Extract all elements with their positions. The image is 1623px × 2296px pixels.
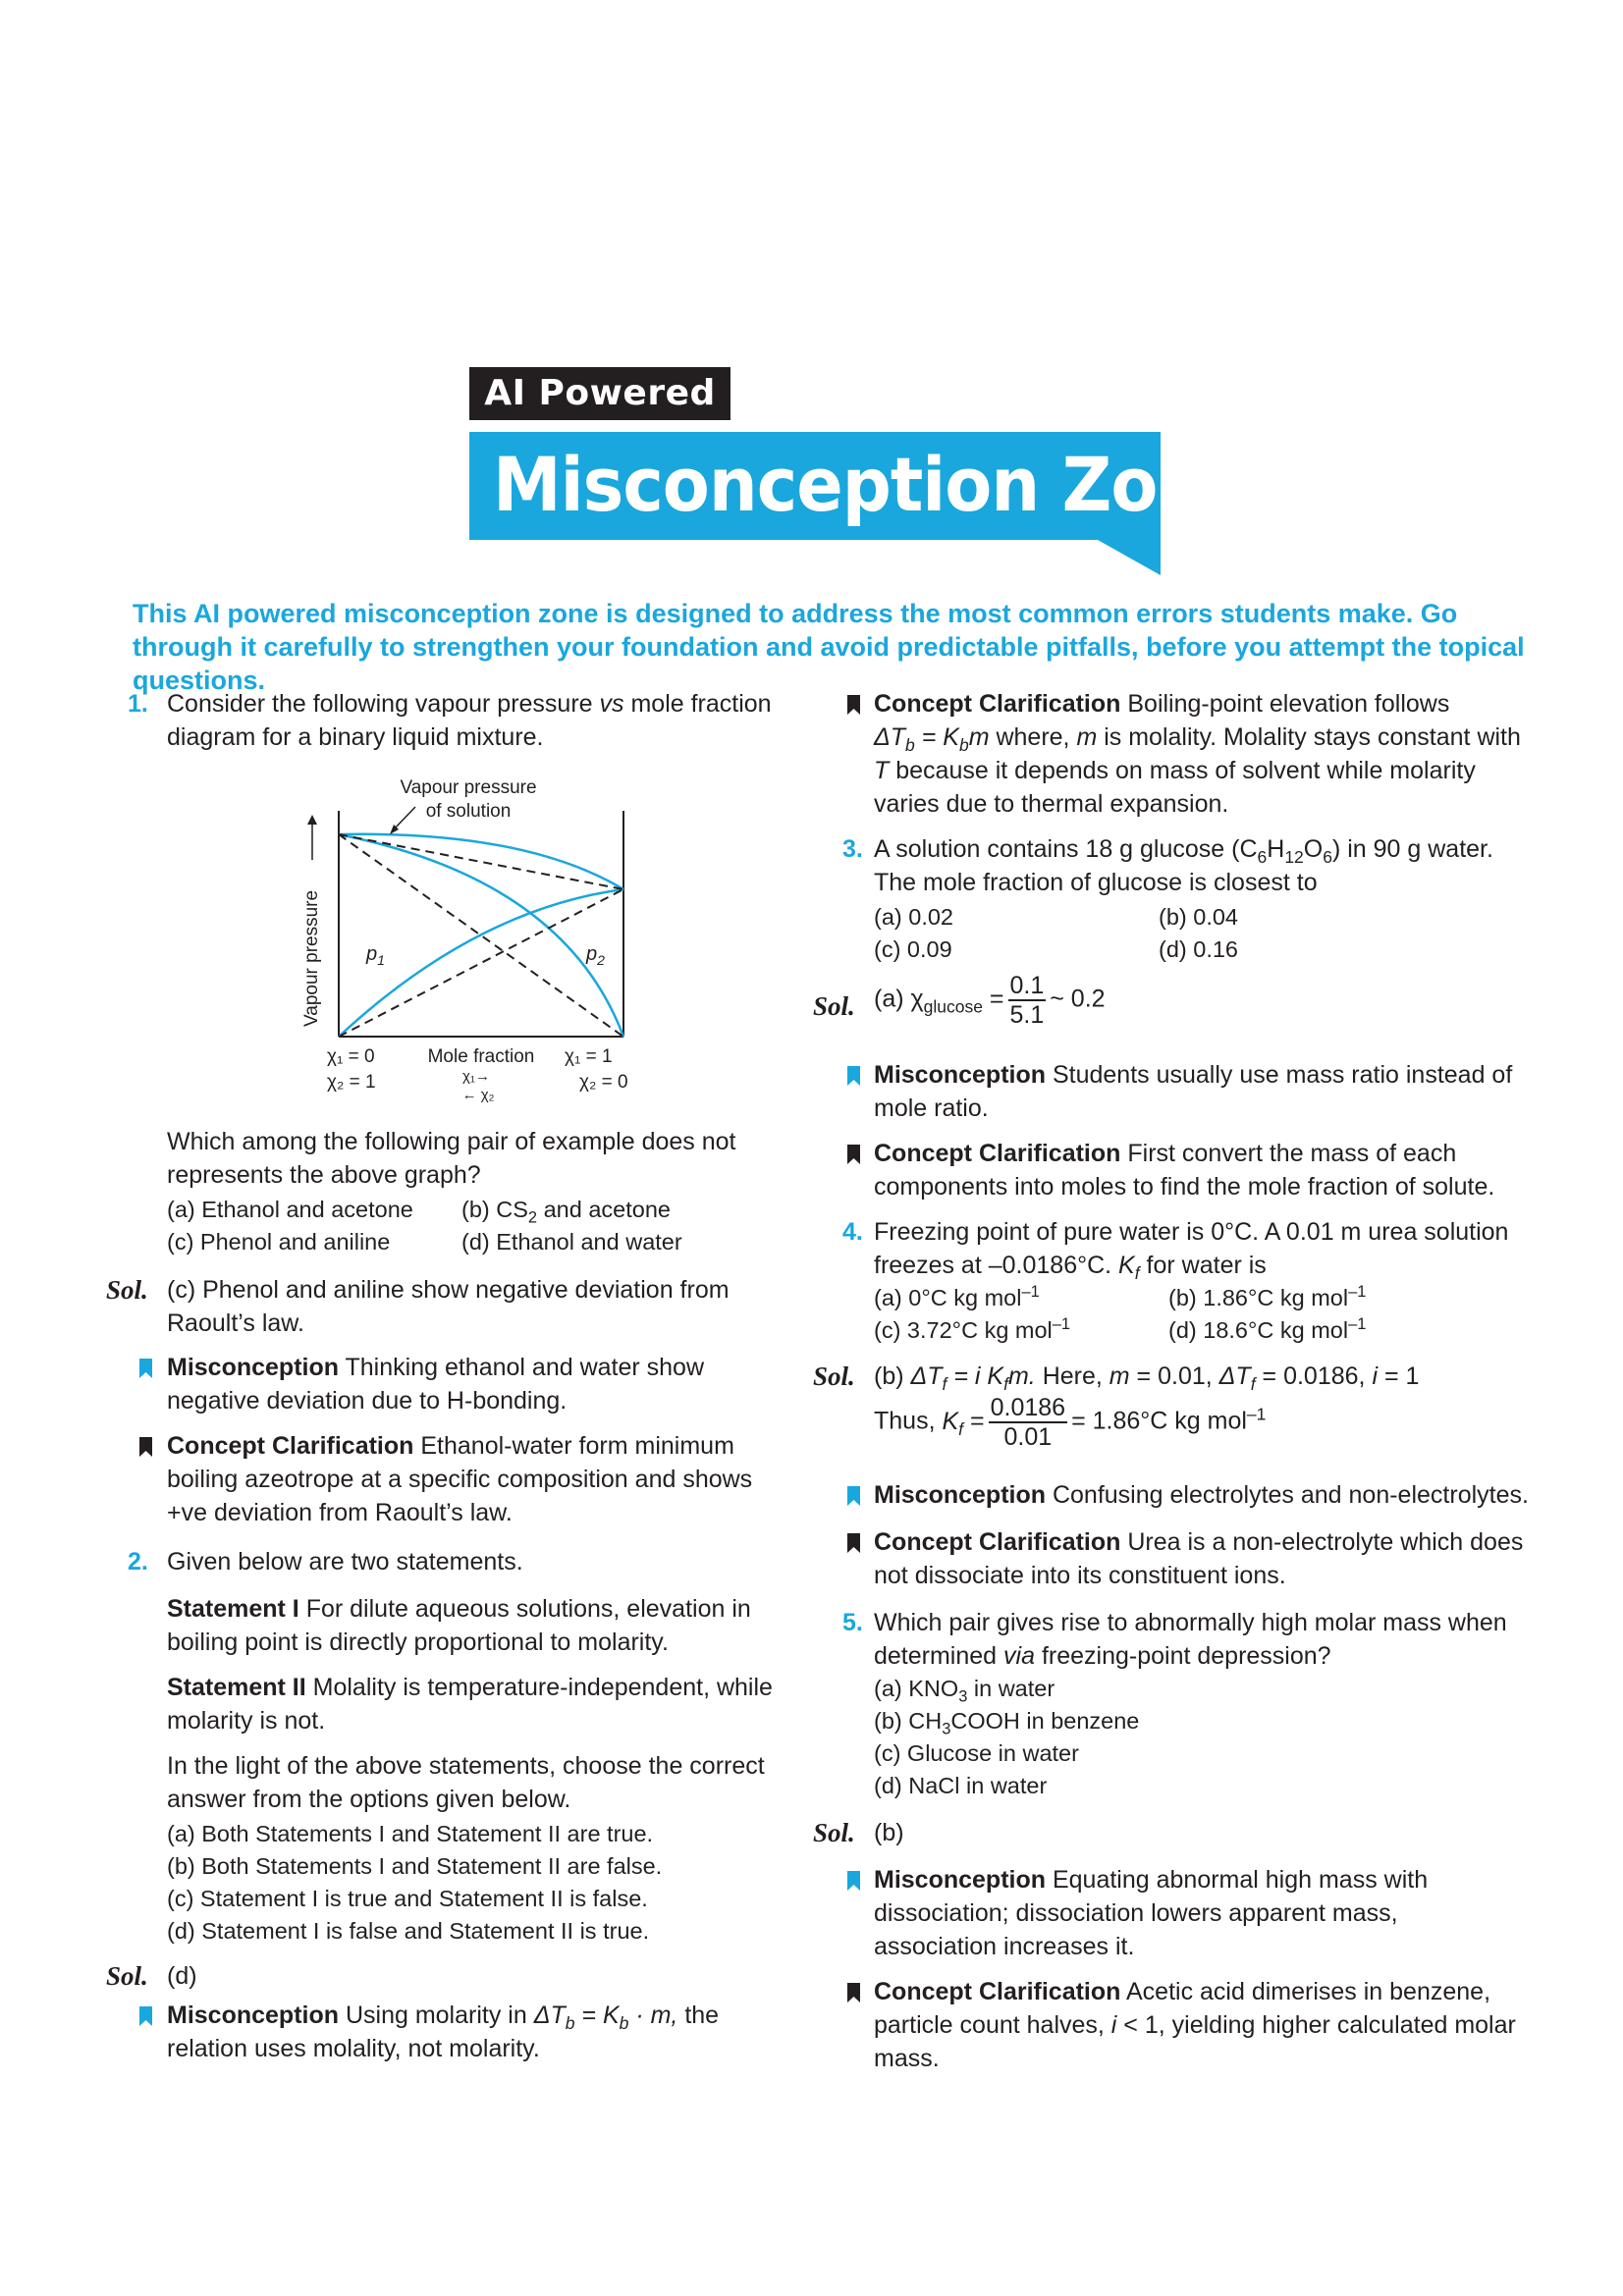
option-a: (a) $KNO_3$ in water: [874, 1676, 1055, 1706]
question-4-options: [874, 1282, 1463, 1347]
option-c: (c) Statement I is true and Statement II is false.: [167, 1886, 648, 1911]
statement-2: Statement II Molality is temperature-independent, while molarity is not.: [167, 1674, 773, 1735]
option-b: (b) $CH_3COOH$ in benzene: [874, 1708, 1140, 1738]
solution-label: Sol.: [813, 991, 855, 1021]
q1-text-a: Consider the following vapour pressure: [167, 690, 600, 718]
question-number: 2.: [128, 1548, 148, 1575]
concept-icon: [139, 1437, 152, 1457]
p1-label: $p_1$: [366, 943, 385, 968]
diagram-label-top-2: of solution: [425, 801, 512, 822]
question-number: 4.: [842, 1218, 863, 1246]
option-c: (c) Phenol and aniline: [167, 1229, 391, 1255]
x-left-label-2: χ₂ = 1: [327, 1072, 376, 1093]
option-d: (d) Statement I is false and Statement II is true.: [167, 1918, 650, 1944]
q4-concept: Concept Clarification Urea is a non-electrolyte which does not dissociate into its constituent ions.: [874, 1528, 1524, 1589]
q5-misconception: Misconception Equating abnormal high mass with dissociation; dissociation lowers apparent mass, association increases it.: [874, 1866, 1429, 1960]
question-3-text: A solution contains 18 g glucose $(C_6H_{12}O_6)$ in 90 g water. The mole fraction of glucose is closest to: [874, 835, 1493, 896]
q3-misconception: Misconception Students usually use mass ratio instead of mole ratio.: [874, 1061, 1513, 1122]
q3-fraction: $\frac{0.1}{5.1}$: [1009, 972, 1045, 1029]
option-a: (a) Ethanol and acetone: [167, 1197, 413, 1222]
q4-misconception: Misconception Confusing electrolytes and non-electrolytes.: [874, 1481, 1529, 1509]
misconception-icon: [847, 1871, 860, 1891]
misconception-icon: [139, 1359, 152, 1378]
concept-icon: [847, 695, 860, 715]
option-d: (d) 18.6°C kg mol$^{-1}$: [1168, 1315, 1367, 1343]
question-number: 1.: [128, 690, 148, 718]
option-d: (d) Ethanol and water: [461, 1229, 682, 1255]
option-d: (d) NaCl in water: [874, 1773, 1048, 1798]
option-b: (b) 0.04: [1159, 904, 1238, 930]
option-b: (b) 1.86°C kg mol$^{-1}$: [1168, 1283, 1367, 1310]
question-1-text: [167, 687, 815, 754]
x-mid-arrow-2: ← χ₂: [461, 1087, 495, 1103]
option-b: (b) $CS_2$ and acetone: [461, 1197, 671, 1227]
question-2-text: Given below are two statements.: [167, 1548, 523, 1575]
q2-misconception: Misconception Using molarity in $\Delta T_b = K_b \cdot m$, the relation uses molality, not molarity.: [167, 2002, 720, 2062]
solution-label: Sol.: [106, 1275, 148, 1305]
ai-powered-badge: AI Powered: [469, 367, 730, 420]
p2-label: $p_2$: [586, 943, 605, 968]
x-right-label-1: χ₁ = 1: [565, 1046, 613, 1067]
concept-icon: [847, 1533, 860, 1553]
concept-icon: [847, 1145, 860, 1164]
q1-solution: (c) Phenol and aniline show negative deviation from Raoult’s law.: [167, 1276, 730, 1337]
q4-solution-line-2: Thus, $K_f$ = $\frac{0.0186}{0.01}$ = 1.86°C kg mol$^{-1}$: [874, 1394, 1267, 1451]
q5-solution: (b): [874, 1819, 904, 1846]
question-1-options: [167, 1194, 756, 1258]
question-1-prompt: Which among the following pair of example does not represents the above graph?: [167, 1128, 736, 1189]
option-a: (a) 0°C kg mol$^{-1}$: [874, 1283, 1040, 1310]
question-5-options: [874, 1673, 1463, 1802]
option-c: (c) 0.09: [874, 936, 952, 962]
option-c: (c) Glucose in water: [874, 1740, 1079, 1766]
label-pointer: [393, 807, 415, 830]
solution-label: Sol.: [813, 1818, 855, 1847]
x-left-label-1: χ₁ = 0: [327, 1046, 375, 1067]
statement-1: Statement I For dilute aqueous solutions, elevation in boiling point is directly proportional to molarity.: [167, 1595, 751, 1656]
q1-misconception: Misconception Thinking ethanol and water show negative deviation due to H-bonding.: [167, 1354, 705, 1415]
page-title: Misconception Zone: [493, 442, 1251, 529]
misconception-icon: [139, 2006, 152, 2026]
question-2-instruction: In the light of the above statements, choose the correct answer from the options given below.: [167, 1752, 765, 1813]
q1-text-vs: vs: [599, 690, 624, 718]
q3-concept: Concept Clarification First convert the mass of each components into moles to find the mole fraction of solute.: [874, 1140, 1495, 1201]
misconception-icon: [847, 1066, 860, 1086]
q1-concept: Concept Clarification Ethanol-water form minimum boiling azeotrope at a specific composition and shows +ve deviation from Raoult’s law.: [167, 1432, 753, 1526]
option-a: (a) 0.02: [874, 904, 953, 930]
q2-solution: (d): [167, 1962, 197, 1990]
x-right-label-2: χ₂ = 0: [579, 1072, 628, 1093]
question-3-options: [874, 901, 1453, 966]
misconception-icon: [847, 1486, 860, 1506]
x-mid-arrow-1: χ₁→: [462, 1068, 490, 1085]
q5-concept: Concept Clarification Acetic acid dimerises in benzene, particle count halves, i < 1, yielding higher calculated molar mass.: [874, 1978, 1516, 2072]
question-2-options: [167, 1818, 815, 1948]
q4-solution-line-1: (b) $\Delta T_f = i$ $K_fm$. Here, m = 0.01, $\Delta T_f = 0.0186$, i = 1: [874, 1362, 1420, 1394]
q2-concept: Concept Clarification Boiling-point elevation follows $\Delta T_b = K_bm$ where, m is molality. Molality stays constant with T because it depends on mass of solvent while molarity varies due to thermal expansion.: [874, 690, 1521, 818]
option-c: (c) 3.72°C kg mol$^{-1}$: [874, 1315, 1071, 1343]
vapour-pressure-diagram: [299, 772, 741, 1105]
option-b: (b) Both Statements I and Statement II are false.: [167, 1853, 663, 1879]
option-d: (d) 0.16: [1159, 936, 1238, 962]
q3-solution: (a) $\chi_{glucose}$ = $\frac{0.1}{5.1}$ ~ 0.2: [874, 972, 1106, 1029]
q1-text-b: mole fraction diagram for a binary liquid mixture.: [167, 690, 772, 751]
question-number: 3.: [842, 835, 863, 863]
option-a: (a) Both Statements I and Statement II are true.: [167, 1821, 654, 1846]
question-number: 5.: [842, 1609, 863, 1636]
diagram-label-top-1: Vapour pressure: [400, 777, 537, 798]
question-4-text: Freezing point of pure water is 0°C. A 0.01 m urea solution freezes at –0.0186°C. $K_f$ for water is: [874, 1218, 1509, 1283]
y-axis-label: Vapour pressure: [301, 889, 322, 1027]
concept-icon: [847, 1983, 860, 2002]
solution-label: Sol.: [813, 1362, 855, 1391]
solution-label: Sol.: [106, 1961, 148, 1991]
intro-text: This AI powered misconception zone is designed to address the most common errors students make. Go through it carefully to strengthen your foundation and avoid predictable pitfalls, before you attempt the topical questions.: [133, 599, 1525, 695]
q4-fraction: $\frac{0.0186}{0.01}$: [990, 1394, 1066, 1451]
question-5-text: Which pair gives rise to abnormally high molar mass when determined via freezing-point depression?: [874, 1609, 1507, 1670]
x-mid-label: Mole fraction: [427, 1046, 535, 1067]
